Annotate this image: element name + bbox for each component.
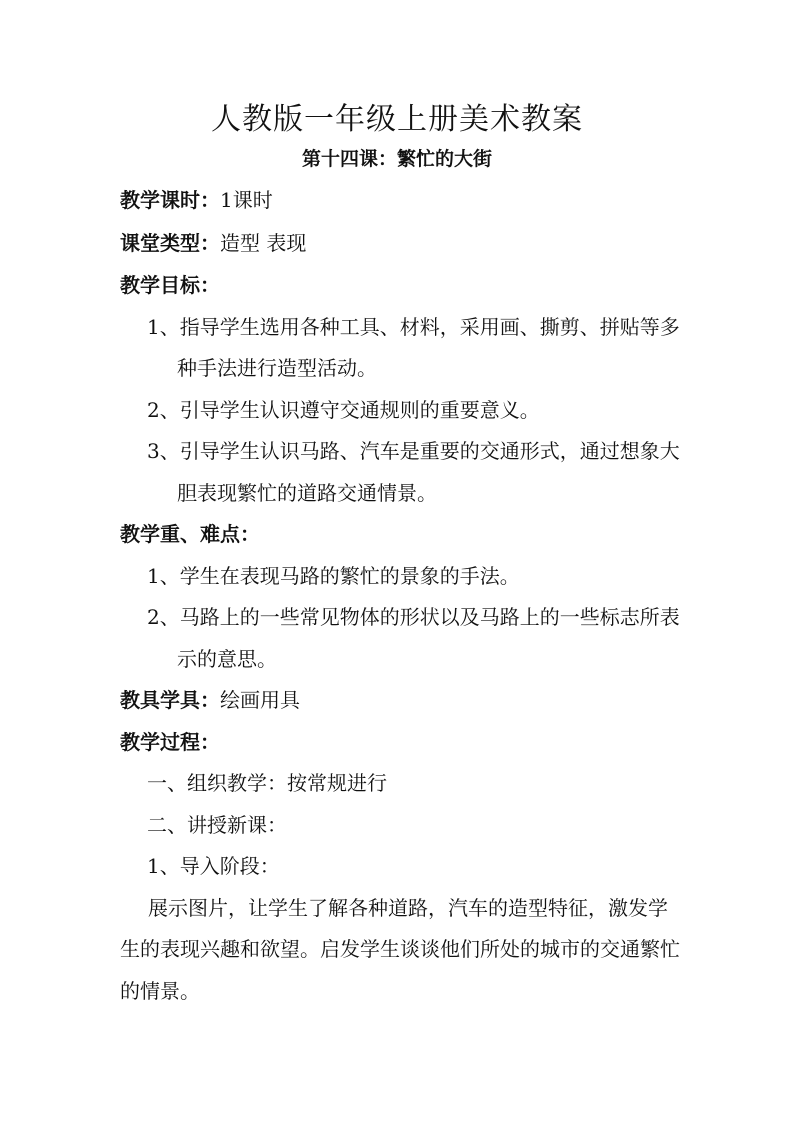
lesson-subtitle: 第十四课：繁忙的大街 xyxy=(301,148,492,170)
class-hours-row xyxy=(120,186,273,214)
process-step-3: 1、导入阶段： xyxy=(147,854,280,878)
objective-item-1 xyxy=(147,313,680,341)
paragraph-line-3: 的情景。 xyxy=(120,979,200,1003)
key-point-text: 马路上的一些常见物体的形状以及马路上的一些标志所表 xyxy=(179,605,680,629)
objectives-label: 教学目标： xyxy=(120,273,220,297)
objective-item-1-continued: 种手法进行造型活动。 xyxy=(177,356,377,380)
tools-label: 教具学具： xyxy=(120,688,220,712)
objective-text: 引导学生认识遵守交通规则的重要意义。 xyxy=(179,398,540,422)
objective-item-3 xyxy=(147,437,680,465)
objective-number: 3、 xyxy=(147,439,180,463)
document-title: 人教版一年级上册美术教案 xyxy=(211,102,583,137)
objective-text: 引导学生认识马路、汽车是重要的交通形式，通过想象大 xyxy=(179,439,680,463)
tools-value: 绘画用具 xyxy=(220,688,300,712)
paragraph-line-2: 生的表现兴趣和欲望。启发学生谈谈他们所处的城市的交通繁忙 xyxy=(120,937,680,961)
objective-number: 2、 xyxy=(147,398,180,422)
class-type-row xyxy=(120,229,306,257)
process-label: 教学过程： xyxy=(120,730,220,754)
objective-text: 指导学生选用各种工具、材料，采用画、撕剪、拼贴等多 xyxy=(179,315,680,339)
class-hours-label: 教学课时： xyxy=(120,188,220,212)
key-point-number: 1、 xyxy=(147,564,180,588)
process-step-2: 二、讲授新课： xyxy=(147,813,287,837)
class-type-value: 造型 表现 xyxy=(220,231,307,255)
tools-row xyxy=(120,686,300,714)
objective-number: 1、 xyxy=(147,315,180,339)
paragraph-line-1: 展示图片，让学生了解各种道路，汽车的造型特征，激发学 xyxy=(148,896,668,920)
key-points-label: 教学重、难点： xyxy=(120,522,260,546)
objective-item-2 xyxy=(147,396,540,424)
key-point-item-2-continued: 示的意思。 xyxy=(177,647,277,671)
process-step-1: 一、组织教学：按常规进行 xyxy=(147,771,387,795)
class-type-label: 课堂类型： xyxy=(120,231,220,255)
key-point-text: 学生在表现马路的繁忙的景象的手法。 xyxy=(179,564,520,588)
key-point-number: 2、 xyxy=(147,605,180,629)
key-point-item-2 xyxy=(147,603,680,631)
class-hours-value: 1课时 xyxy=(220,188,273,212)
objective-item-3-continued: 胆表现繁忙的道路交通情景。 xyxy=(177,481,437,505)
key-point-item-1 xyxy=(147,562,520,590)
